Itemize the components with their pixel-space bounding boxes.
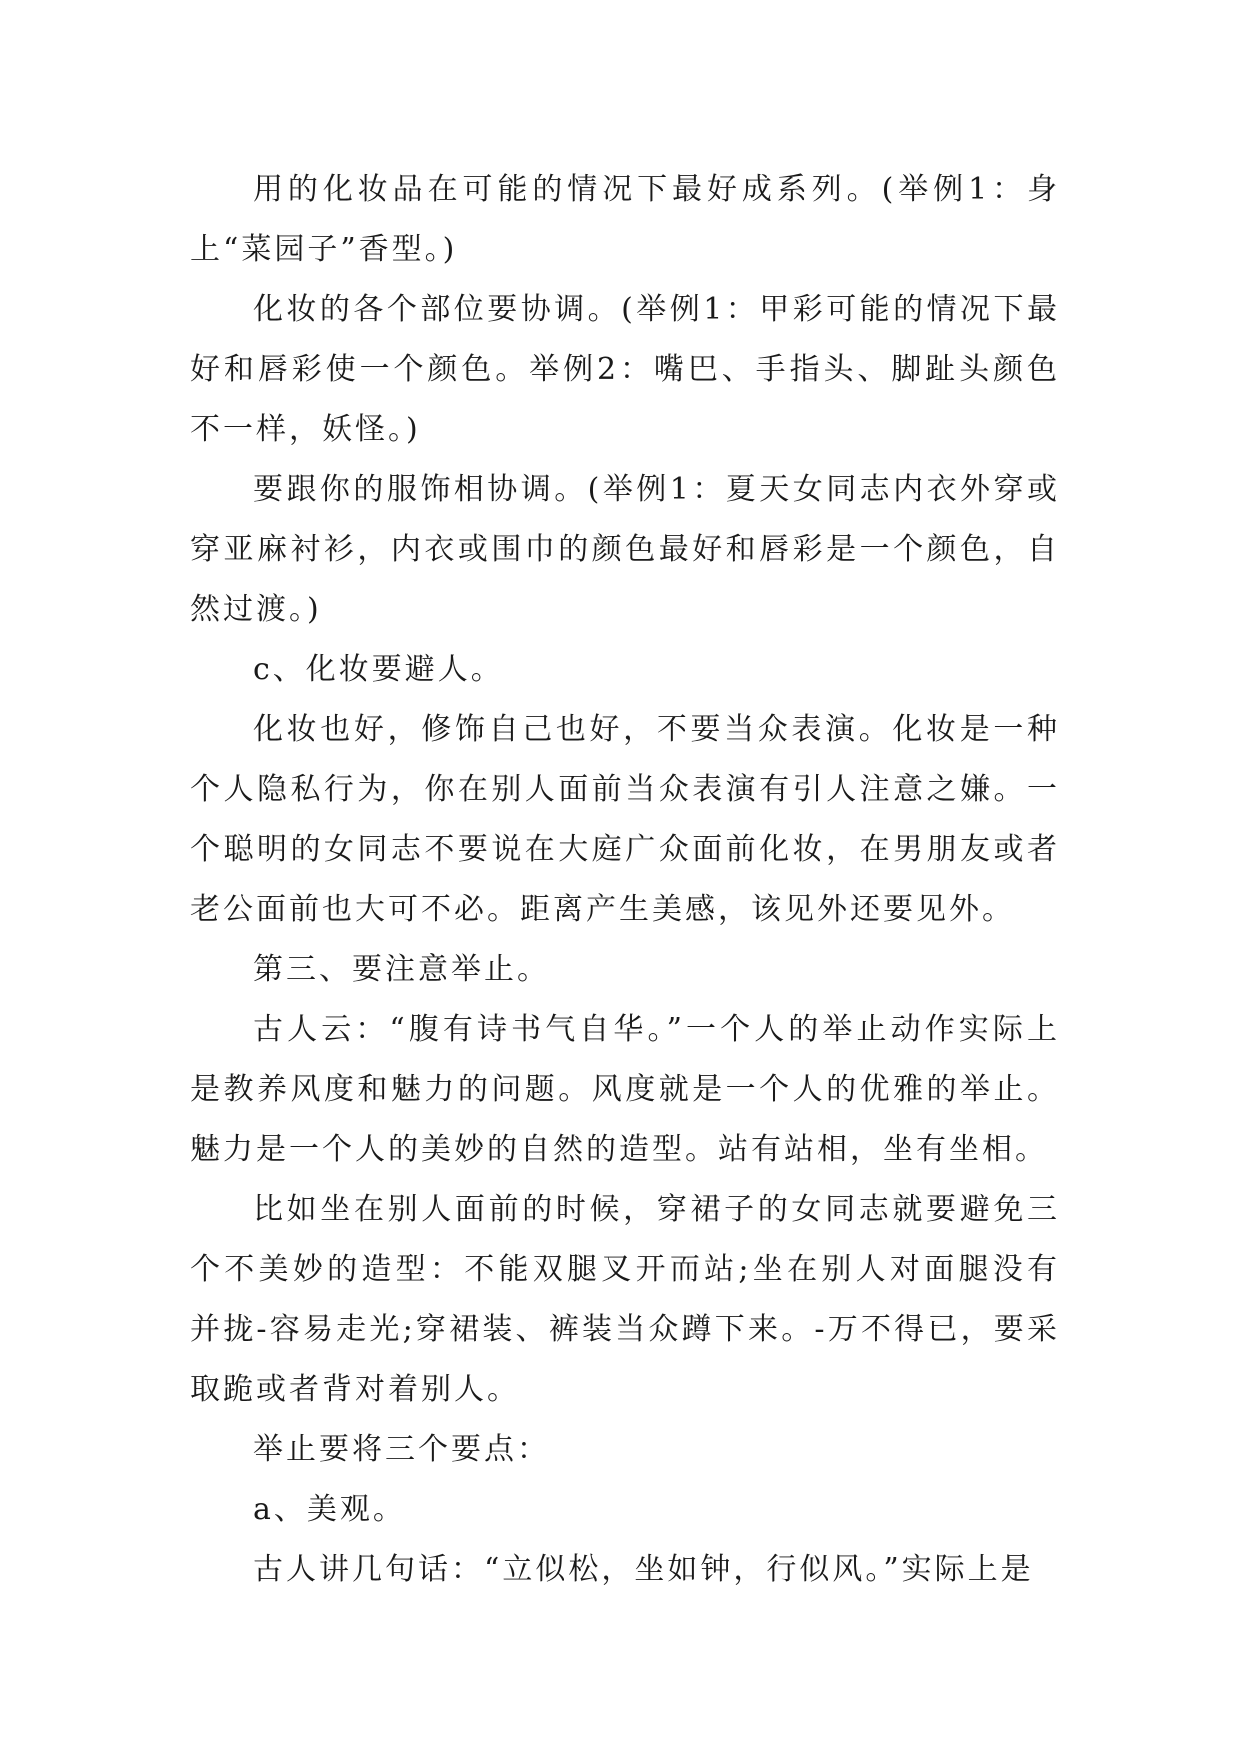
document-page — [190, 160, 1060, 1600]
paragraph: 化妆也好，修饰自己也好，不要当众表演。化妆是一种个人隐私行为，你在别人面前当众表演有引人注意之嫌。一个聪明的女同志不要说在大庭广众面前化妆，在男朋友或者老公面前也大可不必。距离产生美感，该见外还要见外。 — [190, 712, 1060, 927]
paragraph: 古人云：“腹有诗书气自华。”一个人的举止动作实际上是教养风度和魅力的问题。风度就是一个人的优雅的举止。魅力是一个人的美妙的自然的造型。站有站相，坐有坐相。 — [190, 1012, 1060, 1167]
paragraph: 第三、要注意举止。 — [253, 952, 550, 987]
paragraph: 举止要将三个要点： — [253, 1432, 550, 1467]
paragraph: 比如坐在别人面前的时候，穿裙子的女同志就要避免三个不美妙的造型：不能双腿叉开而站;坐在别人对面腿没有并拢-容易走光;穿裙装、裤装当众蹲下来。-万不得已，要采取跪或者背对着别人。 — [190, 1192, 1060, 1407]
paragraph: 化妆的各个部位要协调。(举例1：甲彩可能的情况下最好和唇彩使一个颜色。举例2：嘴巴、手指头、脚趾头颜色不一样，妖怪。) — [190, 292, 1060, 447]
paragraph: 要跟你的服饰相协调。(举例1：夏天女同志内衣外穿或穿亚麻衬衫，内衣或围巾的颜色最好和唇彩是一个颜色，自然过渡。) — [190, 472, 1060, 627]
paragraph: c、化妆要避人。 — [253, 652, 504, 687]
paragraph: 古人讲几句话：“立似松，坐如钟，行似风。”实际上是 — [253, 1552, 1034, 1587]
paragraph: 用的化妆品在可能的情况下最好成系列。(举例1：身上“菜园子”香型。) — [190, 172, 1060, 267]
paragraph: a、美观。 — [253, 1492, 406, 1527]
